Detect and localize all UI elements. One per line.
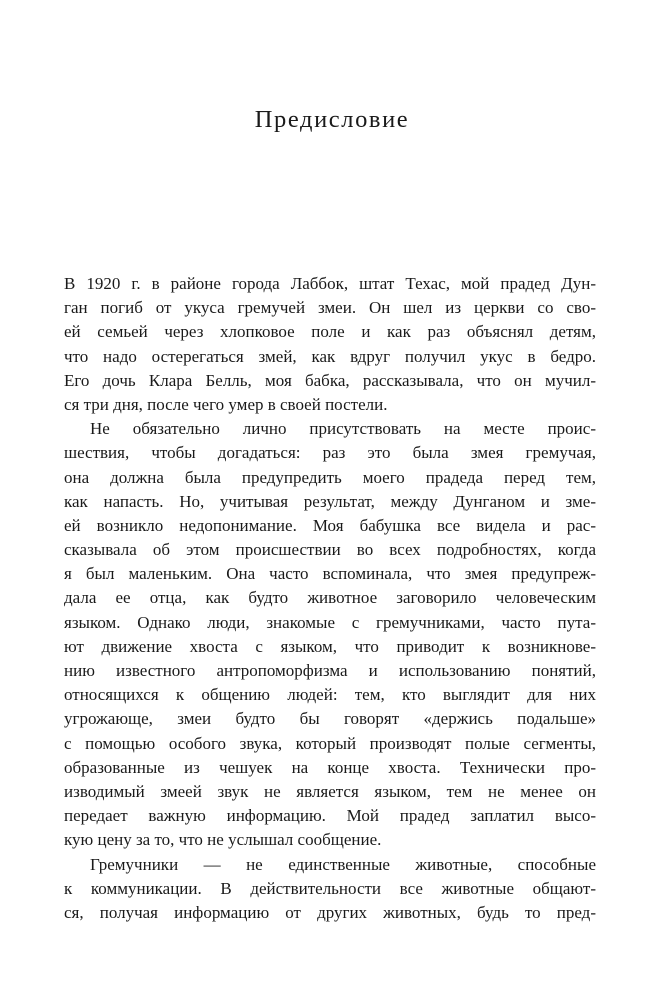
text-line: Его дочь Клара Белль, моя бабка, рассказывала, что он мучил- — [64, 370, 596, 390]
text-line: ся, получая информацию от других животных, будь то пред- — [64, 902, 596, 922]
text-line: изводимый змеей звук не является языком, тем не менее он — [64, 781, 596, 801]
text-line: нию известного антропоморфизма и использованию понятий, — [64, 661, 596, 680]
text-line: образованные из чешуек на конце хвоста. Технически про- — [64, 757, 596, 777]
text-line: как напасть. Но, учитывая результат, между Дунганом и зме- — [64, 491, 596, 511]
text-line: ют движение хвоста с языком, что приводит к возникнове- — [64, 636, 596, 656]
text-line: с помощью особого звука, который производят полые сегменты, — [64, 733, 596, 753]
text-body — [64, 272, 596, 925]
text-line: шествия, чтобы догадаться: раз это была змея гремучая, — [64, 443, 596, 463]
text-line: передает важную информацию. Мой прадед заплатил высо- — [64, 806, 596, 826]
text-line: я был маленьким. Она часто вспоминала, что змея предупреж- — [64, 564, 596, 584]
text-line: относящихся к общению людей: тем, кто выглядит для них — [64, 685, 596, 705]
text-line: сказывала об этом происшествии во всех подробностях, когда — [64, 540, 596, 560]
text-line: ей семьей через хлопковое поле и как раз объяснял детям, — [64, 322, 596, 342]
text-line: к коммуникации. В действительности все животные общают- — [64, 878, 596, 898]
text-line: ей возникло недопонимание. Моя бабушка все видела и рас- — [64, 515, 596, 535]
text-line: ган погиб от укуса гремучей змеи. Он шел из церкви со сво- — [64, 298, 596, 318]
text-line: ся три дня, после чего умер в своей постели. — [64, 394, 388, 414]
paragraph — [64, 417, 596, 852]
text-line: дала ее отца, как будто животное заговорило человеческим — [64, 588, 596, 608]
paragraph — [64, 853, 596, 926]
text-line: Гремучники — не единственные животные, способные — [90, 854, 596, 874]
text-line: кую цену за то, что не услышал сообщение. — [64, 830, 382, 850]
text-line: угрожающе, змеи будто бы говорят «держись подальше» — [64, 709, 596, 729]
text-line: она должна была предупредить моего прадеда перед тем, — [64, 467, 596, 487]
page-title: Предисловие — [254, 106, 410, 133]
text-line: В 1920 г. в районе города Лаббок, штат Техас, мой прадед Дун- — [64, 274, 596, 293]
text-line: что надо остерегаться змей, как вдруг получил укус в бедро. — [64, 346, 596, 366]
text-line: языком. Однако люди, знакомые с гремучниками, часто пута- — [64, 612, 596, 632]
text-line: Не обязательно лично присутствовать на месте проис- — [90, 419, 596, 439]
paragraph — [64, 272, 596, 417]
